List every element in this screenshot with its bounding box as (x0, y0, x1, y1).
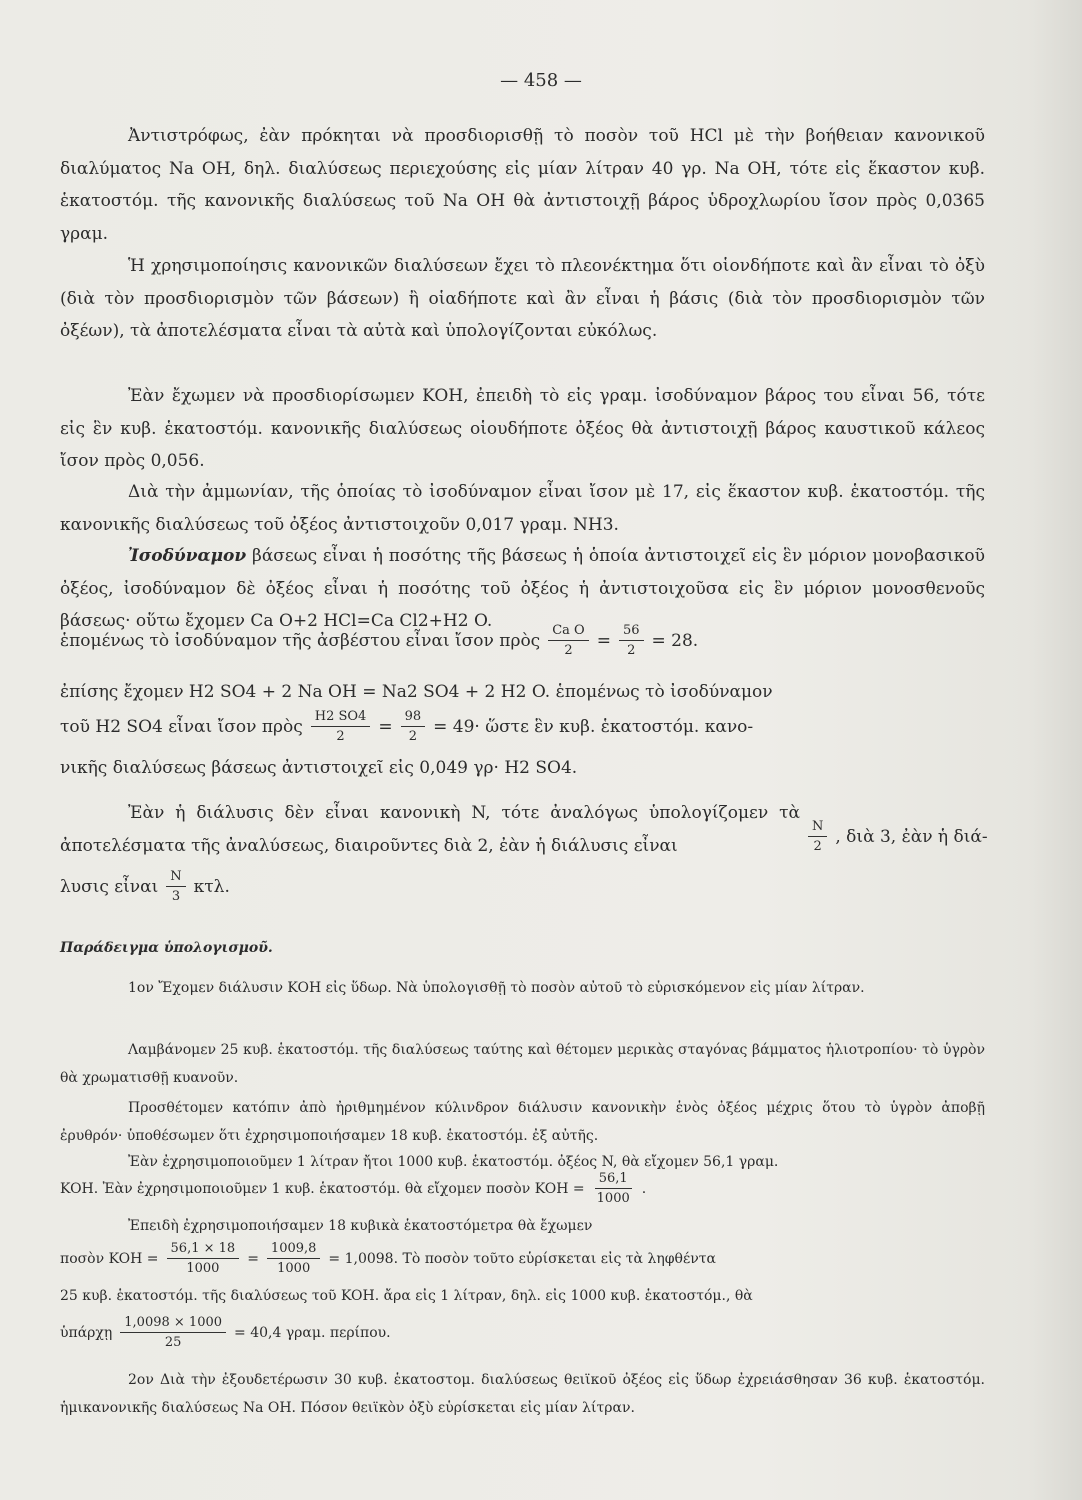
fraction-denominator: 3 (171, 889, 181, 904)
fraction-n-over-3 (166, 868, 185, 905)
fraction-cao (548, 622, 589, 659)
equation-lime-equivalent (60, 622, 965, 659)
example-1-statement: 1ον Ἔχομεν διάλυσιν KOH εἰς ὕδωρ. Νὰ ὑπολογισθῇ τὸ ποσὸν αὐτοῦ τὸ εὑρισκόμενον εἰς μίαν λίτραν. (128, 980, 865, 996)
paragraph-non-normal-solution: Ἐὰν ἡ διάλυσις δὲν εἶναι κανονικὴ N, τότε ἀναλόγως ὑπολογίζομεν τὰ ἀποτελέσματα τῆς ἀναλύσεως, διαιροῦντες διὰ 2, ἐὰν ἡ διάλυσις εἶναι (60, 803, 800, 856)
fraction-n-over-2 (808, 818, 827, 855)
example-equation-post: . (641, 1180, 647, 1197)
example-1-equation-per-cc (60, 1170, 965, 1207)
fraction-56-1-over-1000 (593, 1170, 634, 1207)
fraction-denominator: 25 (164, 1335, 182, 1350)
fraction-numerator: 56,1 × 18 (167, 1240, 240, 1259)
paragraph-normal-solutions-advantage: Ἡ χρησιμοποίησις κανονικῶν διαλύσεων ἔχει τὸ πλεονέκτημα ὅτι οἱονδήποτε καὶ ἂν εἶναι τὸ ὀξὺ (διὰ τὸν προσδιορισμὸν τῶν βάσεων) ἢ οἱαδήποτε καὶ ἂν εἶναι ἡ βάσις (διὰ τὸν προσδιορισμὸν τῶν ὀξέων), τὰ ἀποτελέσματα εἶναι τὰ αὐτὰ καὶ ὑπολογίζονται εὐκόλως. (60, 256, 985, 341)
example-1-equation-amount (60, 1240, 965, 1277)
equation-lime-text: ἑπομένως τὸ ἰσοδύναμον τῆς ἀσβέστου εἶναι ἴσον πρὸς (60, 630, 541, 651)
fraction-numerator: 98 (401, 708, 426, 727)
equation-sulfuric-reaction: ἐπίσης ἔχομεν H2 SO4 + 2 Na OH = Na2 SO4 + 2 H2 O. ἑπομένως τὸ ἰσοδύναμον (60, 682, 773, 702)
fraction-1-0098x1000 (120, 1314, 226, 1351)
term-equivalent: Ἰσοδύναμον (128, 546, 247, 566)
example-1-step-per-litre: 25 κυβ. ἑκατοστόμ. τῆς διαλύσεως τοῦ KOH. ἄρα εἰς 1 λίτραν, δηλ. εἰς 1000 κυβ. ἑκατοστόμ., θὰ (60, 1288, 753, 1304)
fraction-denominator: 2 (627, 643, 636, 658)
equals-sign: = (596, 630, 611, 651)
equation-n3-text: λυσις εἶναι (60, 876, 159, 897)
equals-sign: = (378, 716, 393, 737)
example-equation-post: = 40,4 γραμ. περίπου. (234, 1324, 391, 1341)
equation-result: = 28. (651, 630, 699, 651)
fraction-numerator: H2 SO4 (311, 708, 371, 727)
paragraph-hcl-titration: Ἀντιστρόφως, ἐὰν πρόκηται νὰ προσδιορισθῇ τὸ ποσὸν τοῦ HCl μὲ τὴν βοήθειαν κανονικοῦ διαλύματος Na OH, δηλ. διαλύσεως περιεχούσης εἰς μίαν λίτραν 40 γρ. Na OH, τότε εἰς ἕκαστον κυβ. ἑκατοστόμ. τῆς κανονικῆς διαλύσεως τοῦ Na OH θὰ ἀντιστοιχῇ βάρος ὑδροχλωρίου ἴσον πρὸς 0,0365 γραμ. (60, 126, 985, 244)
fraction-numerator: 56 (619, 622, 644, 641)
example-1-equation-result (60, 1314, 965, 1351)
non-normal-fraction-line (800, 818, 990, 855)
fraction-56-1x18 (167, 1240, 240, 1277)
equivalent-definition-text: βάσεως εἶναι ἡ ποσότης τῆς βάσεως ἡ ὁποία ἀντιστοιχεῖ εἰς ἓν μόριον μονοβασικοῦ ὀξέος, ἰσοδύναμον δὲ ὀξέος εἶναι ἡ ποσότης τοῦ ὀξέος ἡ ἀντιστοιχοῦσα εἰς ἓν μόριον μονοσθενοῦς βάσεως· οὕτω ἔχομεν Ca O+2 HCl=Ca Cl2+H2 O. (60, 546, 985, 631)
fraction-1009-8 (267, 1240, 321, 1277)
example-2-statement: 2ον Διὰ τὴν ἐξουδετέρωσιν 30 κυβ. ἑκατοστομ. διαλύσεως θειϊκοῦ ὀξέος εἰς ὕδωρ ἐχρειάσθησαν 36 κυβ. ἑκατοστόμ. ἡμικανονικῆς διαλύσεως Na OH. Πόσον θειϊκὸν ὀξὺ εὑρίσκεται εἰς μίαν λίτραν. (60, 1372, 985, 1416)
equation-sulfuric-text: τοῦ H2 SO4 εἶναι ἴσον πρὸς (60, 716, 303, 737)
page-number: — 458 — (500, 70, 582, 91)
equals-sign: = (247, 1250, 259, 1267)
equation-sulfuric-equivalent (60, 708, 965, 745)
non-normal-tail: , διὰ 3, ἐὰν ἡ διά- (835, 826, 988, 847)
equation-result: = 49· ὥστε ἓν κυβ. ἑκατοστόμ. κανο- (433, 716, 754, 737)
paragraph-ammonia: Διὰ τὴν ἀμμωνίαν, τῆς ὁποίας τὸ ἰσοδύναμον εἶναι ἴσον μὲ 17, εἰς ἕκαστον κυβ. ἑκατοστόμ. τῆς κανονικῆς διαλύσεως τοῦ ὀξέος ἀντιστοιχοῦν 0,017 γραμ. NH3. (60, 482, 985, 535)
fraction-denominator: 1000 (277, 1261, 311, 1276)
example-1-step-litmus: Λαμβάνομεν 25 κυβ. ἑκατοστόμ. τῆς διαλύσεως ταύτης καὶ θέτομεν μερικὰς σταγόνας βάμματος ἡλιοτροπίου· τὸ ὑγρὸν θὰ χρωματισθῇ κυανοῦν. (60, 1042, 985, 1086)
fraction-denominator: 1000 (186, 1261, 220, 1276)
fraction-denominator: 2 (408, 729, 417, 744)
example-equation-text: KOH. Ἐὰν ἐχρησιμοποιοῦμεν 1 κυβ. ἑκατοστόμ. θὰ εἴχομεν ποσὸν KOH = (60, 1180, 585, 1197)
paragraph-koh-determination: Ἐὰν ἔχωμεν νὰ προσδιορίσωμεν KOH, ἐπειδὴ τὸ εἰς γραμ. ἰσοδύναμον βάρος του εἶναι 56, τότε εἰς ἓν κυβ. ἑκατοστόμ. κανονικῆς διαλύσεως οἱουδήποτε ὀξέος θὰ ἀντιστοιχῇ βάρος καυστικοῦ κάλεος ἴσον πρὸς 0,056. (60, 386, 985, 471)
fraction-numerator: 1009,8 (267, 1240, 321, 1259)
fraction-denominator: 2 (813, 839, 822, 854)
fraction-h2so4 (311, 708, 371, 745)
fraction-numerator: N (808, 818, 827, 837)
equation-sulfuric-continuation: νικῆς διαλύσεως βάσεως ἀντιστοιχεῖ εἰς 0,049 γρ· H2 SO4. (60, 758, 578, 778)
example-equation-text: ὑπάρχῃ (60, 1324, 113, 1341)
example-equation-post: = 1,0098. Τὸ ποσὸν τοῦτο εὑρίσκεται εἰς τὰ ληφθέντα (328, 1250, 716, 1267)
fraction-numerator: Ca O (548, 622, 589, 641)
fraction-denominator: 2 (336, 729, 345, 744)
fraction-denominator: 1000 (596, 1191, 630, 1206)
fraction-56 (619, 622, 644, 659)
fraction-98 (401, 708, 426, 745)
fraction-numerator: 56,1 (595, 1170, 632, 1189)
example-1-step-litre: Ἐὰν ἐχρησιμοποιοῦμεν 1 λίτραν ἤτοι 1000 κυβ. ἑκατοστόμ. ὀξέος N, θὰ εἴχομεν 56,1 γραμ. (128, 1154, 779, 1170)
fraction-denominator: 2 (564, 643, 573, 658)
fraction-numerator: N (166, 868, 185, 887)
equation-n-over-3 (60, 868, 965, 905)
equation-n3-post: κτλ. (193, 876, 230, 897)
example-1-step-18cc: Ἐπειδὴ ἐχρησιμοποιήσαμεν 18 κυβικὰ ἑκατοστόμετρα θὰ ἔχωμεν (128, 1218, 593, 1234)
fraction-numerator: 1,0098 × 1000 (120, 1314, 226, 1333)
example-equation-text: ποσὸν KOH = (60, 1250, 159, 1267)
example-1-step-titration: Προσθέτομεν κατόπιν ἀπὸ ἠριθμημένον κύλινδρον διάλυσιν κανονικὴν ἑνὸς ὀξέος μέχρις ὅτου τὸ ὑγρὸν ἀποβῇ ἐρυθρόν· ὑποθέσωμεν ὅτι ἐχρησιμοποιήσαμεν 18 κυβ. ἑκατοστόμ. ἐξ αὐτῆς. (60, 1100, 985, 1144)
example-heading: Παράδειγμα ὑπολογισμοῦ. (60, 940, 273, 956)
